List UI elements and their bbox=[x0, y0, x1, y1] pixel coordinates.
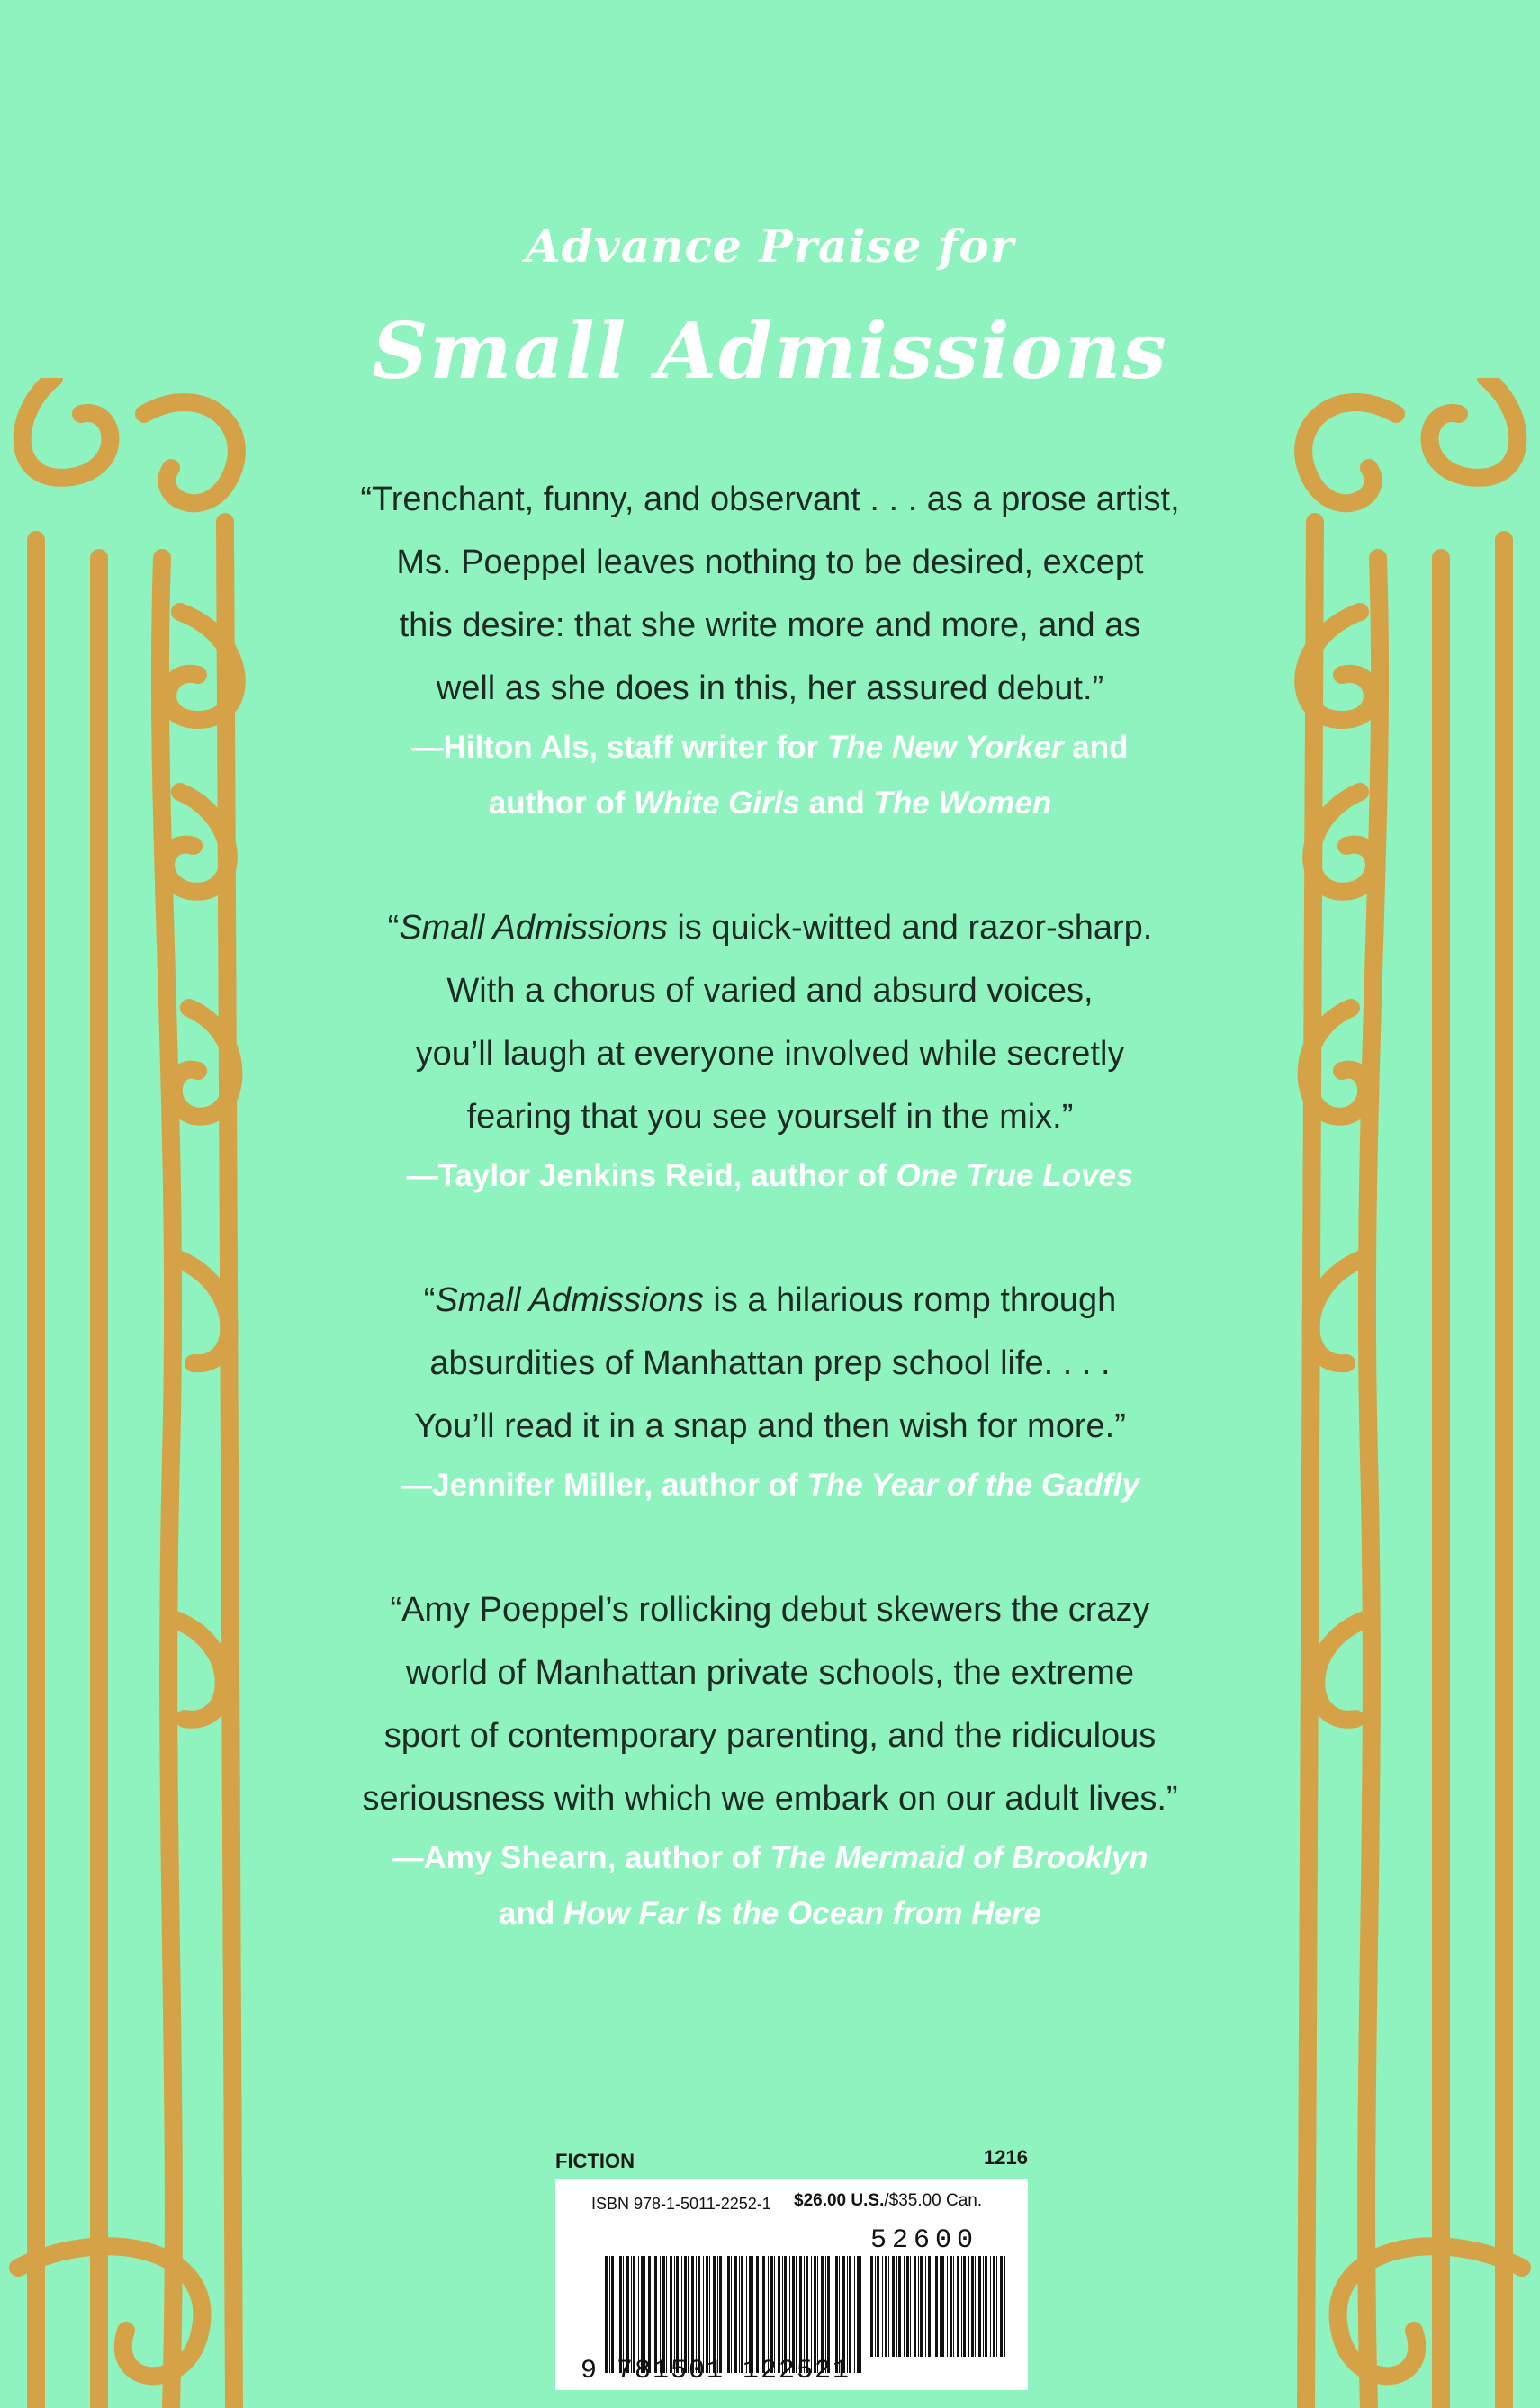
blurb-quote bbox=[306, 1578, 1234, 1830]
attribution-line: and How Far Is the Ocean from Here bbox=[499, 1896, 1041, 1931]
quote-line: fearing that you see yourself in the mix.” bbox=[466, 1098, 1074, 1136]
ornamental-gate-left bbox=[0, 378, 270, 2408]
attribution-line: —Hilton Als, staff writer for The New Yorker and bbox=[411, 730, 1129, 765]
blurb-attribution bbox=[306, 720, 1234, 831]
blurb-quote bbox=[306, 896, 1234, 1148]
quote-line: “Small Admissions is quick-witted and razor-sharp. bbox=[387, 909, 1153, 947]
praise-blurbs bbox=[306, 468, 1234, 2007]
attribution-line: —Amy Shearn, author of The Mermaid of Brooklyn bbox=[392, 1840, 1148, 1875]
quote-line: well as she does in this, her assured debut.” bbox=[436, 669, 1104, 707]
praise-blurb bbox=[306, 1578, 1234, 1942]
praise-blurb bbox=[306, 468, 1234, 831]
category-code: 1216 bbox=[984, 2146, 1028, 2169]
addon-barcode bbox=[870, 2256, 1005, 2357]
quote-line: sport of contemporary parenting, and the ridiculous bbox=[383, 1717, 1157, 1755]
attribution-line: author of White Girls and The Women bbox=[488, 786, 1052, 821]
quote-line: You’ll read it in a snap and then wish for more.” bbox=[414, 1407, 1126, 1445]
attribution-line: —Taylor Jenkins Reid, author of One True Loves bbox=[406, 1158, 1134, 1193]
quote-line: “Amy Poeppel’s rollicking debut skewers the crazy bbox=[390, 1591, 1150, 1629]
quote-line: seriousness with which we embark on our adult lives.” bbox=[362, 1780, 1178, 1818]
genre-label: FICTION bbox=[555, 2150, 635, 2172]
advance-praise-heading: Advance Praise for bbox=[525, 220, 1015, 273]
addon-number: 52600 bbox=[870, 2225, 979, 2256]
quote-line: this desire: that she write more and more, and as bbox=[399, 606, 1141, 644]
barcode-panel bbox=[555, 2146, 1028, 2390]
quote-line: “Trenchant, funny, and observant . . . as a prose artist, bbox=[360, 481, 1180, 518]
blurb-attribution bbox=[306, 1148, 1234, 1204]
blurb-quote bbox=[306, 468, 1234, 720]
quote-line: “Small Admissions is a hilarious romp through bbox=[423, 1281, 1117, 1319]
price-text bbox=[794, 2191, 982, 2211]
blurb-quote bbox=[306, 1269, 1234, 1458]
isbn-text: ISBN 978-1-5011-2252-1 bbox=[591, 2195, 771, 2213]
ornamental-gate-right bbox=[1270, 378, 1540, 2408]
blurb-attribution bbox=[306, 1830, 1234, 1942]
barcode-box bbox=[555, 2179, 1028, 2390]
quote-line: With a chorus of varied and absurd voices, bbox=[446, 972, 1094, 1010]
praise-blurb bbox=[306, 896, 1234, 1204]
ean-number: 9 781501 122521 bbox=[581, 2356, 851, 2386]
quote-line: world of Manhattan private schools, the extreme bbox=[406, 1654, 1134, 1692]
praise-blurb bbox=[306, 1269, 1234, 1514]
price-us: $26.00 U.S. bbox=[794, 2191, 885, 2210]
quote-line: you’ll laugh at everyone involved while secretly bbox=[415, 1035, 1125, 1073]
blurb-attribution bbox=[306, 1458, 1234, 1514]
book-title-heading: Small Admissions bbox=[372, 306, 1168, 397]
price-can: /$35.00 Can. bbox=[884, 2191, 983, 2210]
quote-line: Ms. Poeppel leaves nothing to be desired, except bbox=[396, 544, 1144, 581]
attribution-line: —Jennifer Miller, author of The Year of the Gadfly bbox=[401, 1468, 1139, 1503]
quote-line: absurdities of Manhattan prep school life. . . . bbox=[429, 1344, 1111, 1382]
